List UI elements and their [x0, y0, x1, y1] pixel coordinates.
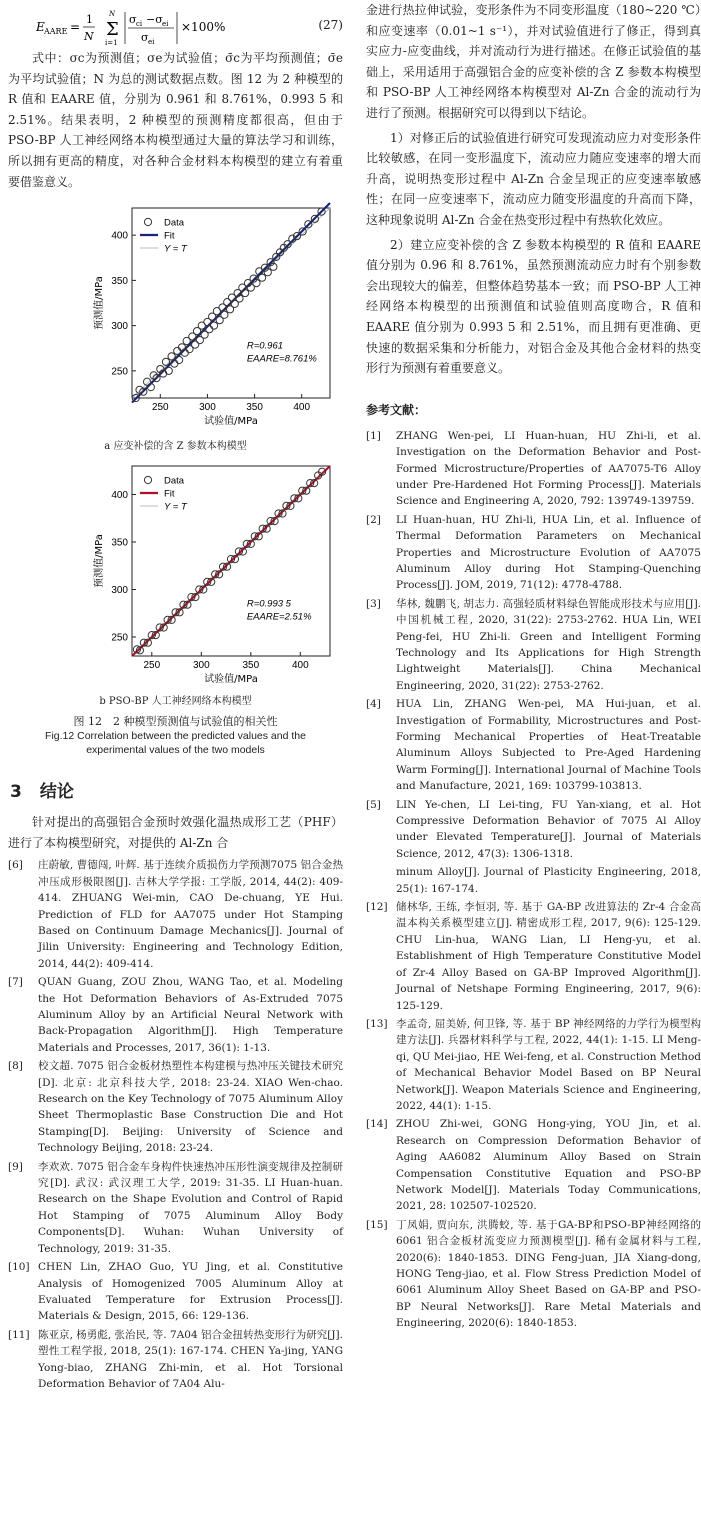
subcaption-a: a 应变补偿的含 Z 参数本构模型 — [104, 441, 247, 453]
y-tick-label: 300 — [111, 585, 128, 597]
reference-text: QUAN Guang, ZOU Zhou, WANG Tao, et al. Modeling the Hot Deformation Behaviors of As-Extruded 7075 Aluminum Alloy by an Artificial Neural Network with Back-Propagation Algorithm[J]. High Temperature Materials and Processes, 2017, 36(1): 1-13. — [38, 976, 343, 1054]
reference-number: [8] — [8, 1060, 23, 1073]
reference-text: 李欢欢. 7075 铝合金车身构件快速热冲压形性演变规律及控制研究[D]. 武汉: 武汉理工大学, 2019: 31-35. LI Huan-huan. Research on the Shape Evolution and Control of Rapid Hot Stamping of 7075 Aluminum Alloy Body Components[D]. Wuhan: Wuhan University of Technology, 2019: 31-35. — [38, 1160, 343, 1255]
reference-number: [12] — [366, 901, 388, 914]
figure-caption-cn: 图 12 2 种模型预测值与试验值的相关性 — [73, 715, 278, 729]
svg-text:N: N — [84, 30, 94, 43]
legend-label: Data — [164, 217, 185, 229]
reference-text: HUA Lin, ZHANG Wen-pei, MA Hui-juan, et al. Investigation of Formability, Microstructures and Post-Forming Mechanical Properties of Heat-Treatable Aluminum Alloys Subjected to Pre-Aged Hardening Warm Forming[J]. International Journal of Machine Tools and Manufacture, 2021, 169: 103799-103813. — [396, 698, 701, 793]
svg-text:ci: ci — [136, 20, 143, 28]
y-tick-label: 350 — [111, 276, 128, 288]
reference-item — [366, 899, 701, 1014]
svg-text:AARE: AARE — [44, 27, 68, 36]
annotation-eaare: EAARE=8.761% — [246, 353, 317, 365]
conclusion-point-1: 1）对修正后的试验值进行研究可发现流动应力对变形条件比较敏感，在同一变形温度下，流动应力随应变速率的增大而升高，说明热变形过程中 Al-Zn 合金呈现正的应变速率敏感性；在同一应变速率下，流动应力随变形温度的升高而下降，这种现象说明 Al-Zn 合金在热变形过程中有热软化效应。 — [366, 130, 701, 227]
svg-text:N: N — [109, 10, 116, 18]
reference-number: [13] — [366, 1017, 388, 1030]
x-axis-label: 试验值/MPa — [204, 674, 258, 686]
reference-number: [6] — [8, 859, 23, 872]
x-axis-label: 试验值/MPa — [204, 416, 258, 428]
svg-text:=: = — [70, 20, 81, 34]
figure-caption-en-1: Fig.12 Correlation between the predicted values and the — [45, 730, 306, 743]
results-paragraph: 式中：σc为预测值；σe为试验值；σ̄c为平均预测值；σ̄e为平均试验值；N 为总的测试数据点数。图 12 为 2 种模型的 R 值和 EAARE 值，分别为 0.961 和 8.761%，0.993 5 和 2.51%。结果表明，2 种模型的预测精度都很高，但由于 PSO-BP 人工神经网络本构模型通过大量的算法学习和训练，所以拥有更高的精度，对各种合金材料本构模型的建立有着重要借鉴意义。 — [8, 51, 343, 189]
reference-item — [366, 596, 701, 694]
reference-item — [8, 974, 343, 1056]
reference-number: [14] — [366, 1118, 388, 1131]
svg-text:i=1: i=1 — [105, 39, 118, 47]
x-tick-label: 300 — [192, 660, 210, 672]
y-axis-label: 预测值/MPa — [94, 534, 105, 589]
y-tick-label: 250 — [111, 366, 128, 378]
reference-number: [5] — [366, 798, 381, 811]
svg-text:×100%: ×100% — [181, 20, 226, 34]
reference-text: 李孟奇, 屈美娇, 何卫锋, 等. 基于 BP 神经网络的力学行为模型构建方法[J]. 兵器材料科学与工程, 2022, 44(1): 1-15. LI Meng-qi, QU Mei-jiao, HE Wei-feng, et al. Construction Method of Mechanical Behavior Model Based on BP Neural Network[J]. Weapon Materials Science and Engineering, 2022, 44(1): 1-15. — [396, 1017, 701, 1112]
svg-text:1: 1 — [86, 13, 93, 26]
subcaption-b: b PSO-BP 人工神经网络本构模型 — [99, 696, 252, 708]
svg-text:σ: σ — [129, 13, 137, 26]
svg-text:σ: σ — [141, 31, 149, 44]
reference-item — [8, 1159, 343, 1257]
svg-text:E: E — [36, 20, 45, 34]
conclusion-paragraph-start: 针对提出的高强铝合金预时效强化温热成形工艺（PHF）进行了本构模型研究，对提供的 Al-Zn 合 — [8, 815, 343, 850]
x-tick-label: 350 — [242, 660, 260, 672]
reference-number — [366, 864, 396, 897]
figure-12 — [8, 200, 343, 757]
legend-label: Fit — [164, 230, 175, 242]
reference-item — [366, 1217, 701, 1332]
legend-label: Y = T — [164, 501, 187, 513]
reference-text: 陈亚京, 杨勇彪, 张治民, 等. 7A04 铝合金扭转热变形行为研究[J]. 塑性工程学报, 2018, 25(1): 167-174. CHEN Ya-jing, YANG Yong-biao, ZHANG Zhi-min, et al. Hot Torsional Deformation Behavior of 7A04 Alu- — [38, 1328, 343, 1390]
reference-text: CHEN Lin, ZHAO Guo, YU Jing, et al. Constitutive Analysis of Homogenized 7005 Aluminum Alloy at Evaluated Temperature for Extrusion Process[J]. Materials & Design, 2015, 66: 129-136. — [38, 1261, 343, 1323]
reference-number: [11] — [8, 1328, 30, 1341]
annotation-r: R=0.993 5 — [246, 598, 291, 610]
y-tick-label: 250 — [111, 632, 128, 644]
svg-text:Σ: Σ — [106, 19, 119, 40]
reference-text: 丁凤娟, 贾向东, 洪腾蛟, 等. 基于GA-BP和PSO-BP神经网络的 6061 铝合金板材流变应力预测模型[J]. 稀有金属材料与工程, 2020(6): 1840-1853. DING Feng-juan, JIA Xiang-dong, HONG Teng-jiao, et al. Flow Stress Prediction Model of 6061 Aluminum Alloy Sheet Based on GA-BP and PSO-BP Neural Networks[J]. Rare Metal Materials and Engineering, 2020(6): 1840-1853. — [396, 1218, 701, 1330]
y-tick-label: 350 — [111, 537, 128, 549]
reference-text: 庄蔚敏, 曹德闯, 叶辉. 基于连续介质损伤力学预测7075 铝合金热冲压成形极限图[J]. 吉林大学学报: 工学版, 2014, 44(2): 409-414. ZHUANG Wei-min, CAO De-chuang, YE Hui. Prediction of FLD for AA7075 under Hot Stamping Based on Continuum Damage Mechanics[J]. Journal of Jilin University: Engineering and Technology Edition, 2014, 44(2): 409-414. — [38, 859, 343, 970]
reference-number: [10] — [8, 1261, 30, 1274]
reference-number: [2] — [366, 513, 381, 526]
reference-number: [15] — [366, 1218, 388, 1231]
references-heading: 参考文献： — [366, 402, 427, 417]
reference-item — [366, 797, 701, 863]
y-tick-label: 400 — [111, 230, 128, 242]
section-number: 3 — [10, 782, 22, 803]
svg-text:ei: ei — [148, 38, 155, 46]
reference-number: [7] — [8, 976, 23, 989]
conclusion-paragraph-cont: 金进行热拉伸试验，变形条件为不同变形温度（180~220 ℃）和应变速率（0.01~1 s⁻¹），并对试验值进行了修正，得到真实应力-应变曲线，并对流动行为进行描述。在修正试验值的基础上，采用适用于高强铝合金的应变补偿的含 Z 参数本构模型和 PSO-BP 人工神经网络本构模型对 Al-Zn 合金的流动行为进行了预测。根据研究可以得到以下结论。 — [366, 3, 701, 120]
x-tick-label: 300 — [199, 402, 216, 414]
y-tick-label: 300 — [111, 321, 128, 333]
reference-item — [366, 1016, 701, 1114]
reference-number: [9] — [8, 1160, 23, 1173]
x-tick-label: 400 — [293, 402, 311, 414]
reference-item — [366, 696, 701, 794]
reference-item — [366, 428, 701, 510]
reference-item — [366, 1116, 701, 1214]
reference-item — [8, 1327, 343, 1393]
reference-item — [8, 1058, 343, 1156]
y-tick-label: 400 — [111, 490, 128, 502]
equation-formula — [8, 4, 343, 48]
svg-text:ei: ei — [162, 20, 169, 28]
equation-number: (27) — [318, 18, 343, 32]
y-axis-label: 预测值/MPa — [94, 276, 105, 331]
right-column — [366, 0, 701, 1334]
reference-item — [366, 512, 701, 594]
annotation-eaare: EAARE=2.51% — [246, 611, 312, 623]
legend-label: Y = T — [164, 243, 187, 255]
reference-item — [8, 857, 343, 972]
reference-item — [8, 1259, 343, 1325]
reference-text: LI Huan-huan, HU Zhi-li, HUA Lin, et al. Influence of Thermal Deformation Parameters on Mechanical Properties and Microstructure Evolution of AA7075 Aluminum Alloy during Hot Stamping-Quenching Process[J]. JOM, 2019, 71(12): 4778-4788. — [396, 513, 701, 592]
section-heading — [10, 777, 343, 802]
x-tick-label: 250 — [151, 402, 169, 414]
chart-a — [90, 200, 340, 435]
section-title: 结论 — [39, 782, 74, 803]
reference-number: [1] — [366, 429, 381, 442]
legend-label: Data — [164, 475, 185, 487]
reference-text: minum Alloy[J]. Journal of Plasticity Engineering, 2018, 25(1): 167-174. — [396, 866, 701, 895]
reference-text: ZHANG Wen-pei, LI Huan-huan, HU Zhi-li, et al. Investigation on the Deformation Behavior and Post-Formed Microstructure/Properties of AA7075-T6 Alloy under Pre-Hardened Hot Forming Process[J]. Materials Science and Engineering A, 2020, 792: 139749-139759. — [396, 429, 701, 508]
left-column — [8, 0, 343, 1394]
reference-text: 华林, 魏鹏飞, 胡志力. 高强轻质材料绿色智能成形技术与应用[J]. 中国机械工程, 2020, 31(22): 2753-2762. HUA Lin, WEI Peng-fei, HU Zhi-li. Green and Intelligent Forming Technology and Its Applications for High Strength Lightweight Materials[J]. China Mechanical Engineering, 2020, 31(22): 2753-2762. — [396, 597, 701, 692]
reference-number: [3] — [366, 597, 381, 610]
chart-b — [90, 458, 340, 690]
reference-list-right — [366, 428, 701, 1332]
reference-list-left — [8, 857, 343, 1392]
reference-text: ZHOU Zhi-wei, GONG Hong-ying, YOU Jin, et al. Research on Compression Deformation Behavior of Aging AA6082 Aluminum Alloy Based on Strain Compensation Constitutive Equation and PSO-BP Network Model[J]. Materials Today Communications, 2021, 28: 102507-102520. — [396, 1118, 701, 1213]
reference-item — [366, 864, 701, 897]
reference-text: 校文超. 7075 铝合金板材热塑性本构建模与热冲压关键技术研究[D]. 北京: 北京科技大学, 2018: 23-24. XIAO Wen-chao. Research on the Key Technology of 7075 Aluminum Alloy Sheet Thermoplastic Base Construction Die and Hot Stamping[D]. Beijing: University of Science and Technology Beijing, 2018: 23-24. — [38, 1060, 343, 1155]
legend-label: Fit — [164, 488, 175, 500]
svg-text:−σ: −σ — [146, 13, 163, 26]
annotation-r: R=0.961 — [246, 340, 284, 352]
reference-text: 储林华, 王练, 李恒羽, 等. 基于 GA-BP 改进算法的 Zr-4 合金高温本构关系模型建立[J]. 精密成形工程, 2017, 9(6): 125-129. CHU Lin-hua, WANG Lian, LI Heng-yu, et al. Establishment of High Temperature Constitutive Model of Zr-4 Alloy Based on GA-BP Improved Algorithm[J]. Journal of Netshape Forming Engineering, 2017, 9(6): 125-129. — [396, 901, 701, 1012]
x-tick-label: 400 — [291, 660, 309, 672]
reference-text: LIN Ye-chen, LI Lei-ting, FU Yan-xiang, et al. Hot Compressive Deformation Behavior of 7075 Al Alloy under Elevated Temperature[J]. Journal of Materials Science, 2012, 47(3): 1306-1318. — [396, 798, 701, 860]
reference-number: [4] — [366, 698, 381, 711]
x-tick-label: 350 — [246, 402, 263, 414]
figure-caption-en-2: experimental values of the two models — [86, 744, 265, 757]
equation-27 — [8, 4, 343, 48]
conclusion-point-2: 2）建立应变补偿的含 Z 参数本构模型的 R 值和 EAARE值分别为 0.96 和 8.761%，虽然预测流动应力时有个别参数会出现较大的偏差，但整体趋势基本一致；而 PSO-BP 人工神经网络本构模型的出预测值和试验值则高度吻合，R 值和 EAARE 值分别为 0.993 5 和 2.51%，而且拥有更准确、更快速的数据采集和分析能力，对铝合金及其他合金材料的热变形行为预测有着重要意义。 — [366, 237, 701, 376]
x-tick-label: 250 — [143, 660, 161, 672]
